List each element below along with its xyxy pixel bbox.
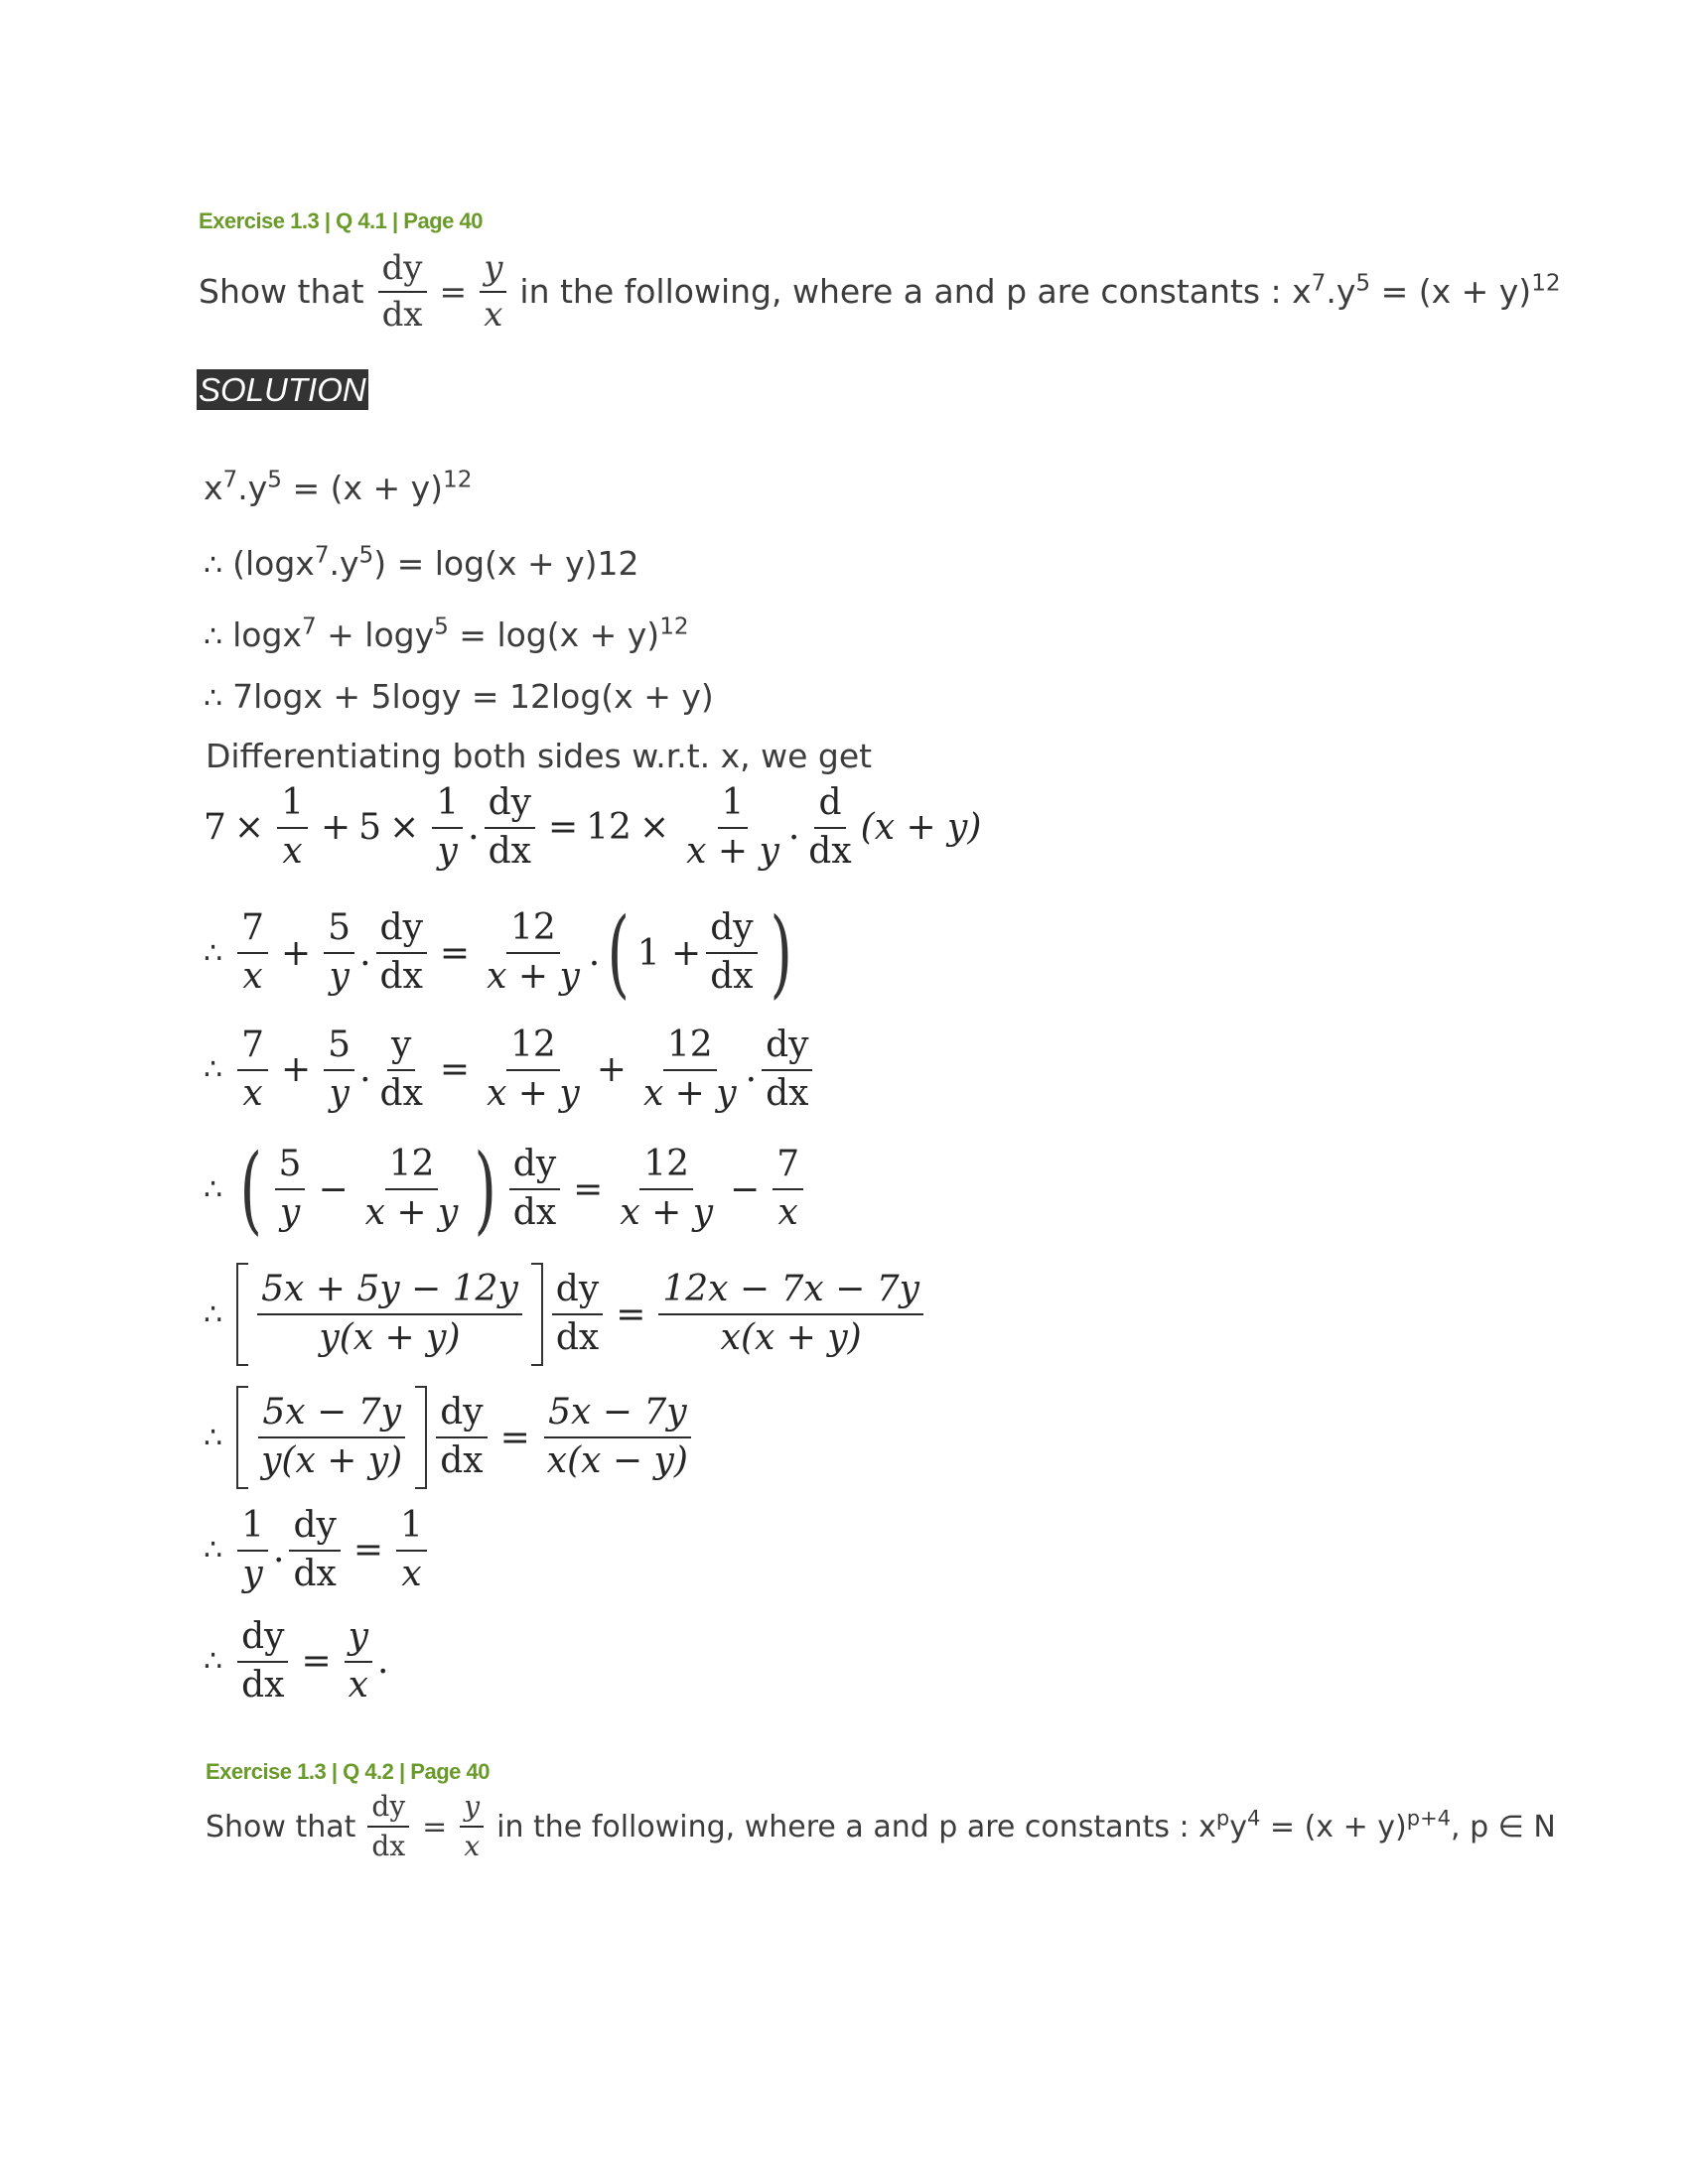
fraction — [639, 1026, 741, 1114]
step-text: ) = log(x + y)12 — [373, 544, 639, 583]
equation-1 — [204, 784, 981, 872]
therefore-symbol: ∴ — [204, 1297, 223, 1332]
fraction — [275, 1146, 306, 1233]
equals-sign: = — [422, 1809, 448, 1844]
step-1 — [204, 469, 472, 507]
exponent: 12 — [1531, 270, 1561, 297]
step-4 — [204, 677, 714, 716]
frac-numerator: dy — [509, 1146, 560, 1190]
exponent: p — [1215, 1806, 1230, 1831]
step-3 — [204, 615, 689, 654]
statement-mid — [496, 1806, 1556, 1844]
step-text: .y — [237, 469, 268, 507]
fraction — [237, 1026, 268, 1114]
math-op: + — [320, 807, 352, 849]
fraction — [706, 909, 757, 997]
math-op: . — [377, 1641, 389, 1683]
show-that-text: Show that — [206, 1809, 356, 1844]
y-over-x-fraction — [460, 1792, 484, 1861]
left-paren: ( — [607, 897, 631, 1009]
frac-numerator: 12 — [639, 1146, 693, 1190]
frac-numerator: dy — [436, 1394, 487, 1438]
exponent: 5 — [1355, 270, 1371, 297]
left-paren: ( — [239, 1134, 263, 1245]
frac-denominator: x — [464, 1830, 481, 1863]
frac-denominator: x — [348, 1664, 368, 1706]
fraction — [324, 1026, 354, 1114]
exponent: 7 — [1311, 270, 1327, 297]
frac-denominator: dx — [293, 1553, 337, 1594]
frac-numerator: dy — [289, 1507, 340, 1552]
equation-8 — [204, 1618, 388, 1706]
fraction — [543, 1394, 692, 1481]
fraction — [658, 1271, 923, 1358]
frac-denominator: dx — [381, 294, 423, 335]
fraction — [552, 1271, 603, 1358]
frac-denominator: x — [282, 830, 303, 872]
equation-5 — [204, 1263, 928, 1366]
fraction — [257, 1271, 522, 1358]
math-op: + — [281, 932, 312, 974]
frac-numerator: dy — [762, 1026, 812, 1071]
fraction — [396, 1507, 427, 1594]
step-2 — [204, 544, 639, 583]
frac-numerator: 12 — [506, 909, 560, 954]
left-bracket — [236, 1386, 248, 1489]
y-over-x-fraction — [480, 250, 506, 333]
frac-numerator: dy — [237, 1618, 288, 1663]
frac-denominator: x — [484, 294, 503, 335]
math-op: = — [439, 1049, 471, 1091]
equation-7 — [204, 1507, 432, 1594]
therefore-symbol: ∴ — [204, 1171, 223, 1207]
fraction — [237, 909, 268, 997]
therefore-symbol: ∴ — [204, 1644, 223, 1680]
statement-text: y — [1229, 1809, 1248, 1844]
math-op: . — [359, 932, 371, 974]
math-op: × — [389, 807, 420, 849]
exercise-label-q41: Exercise 1.3 | Q 4.1 | Page 40 — [199, 208, 483, 233]
fraction — [376, 909, 427, 997]
statement-text: in the following, where a and p are constants : x — [496, 1809, 1216, 1844]
equation-2 — [204, 897, 799, 1009]
math-op: . — [787, 807, 800, 849]
math-op: + — [281, 1049, 312, 1091]
fraction — [483, 909, 584, 997]
frac-denominator: dx — [766, 1072, 809, 1114]
frac-denominator: dx — [371, 1830, 406, 1863]
frac-numerator: 12 — [385, 1146, 439, 1190]
exponent: 5 — [267, 467, 282, 493]
frac-numerator: dy — [376, 909, 427, 954]
frac-numerator: 12 — [506, 1026, 560, 1071]
therefore-symbol: ∴ — [204, 619, 223, 654]
frac-numerator: 1 — [396, 1507, 427, 1552]
math-op: = — [499, 1417, 530, 1458]
step-text: + logy — [316, 615, 435, 654]
math-op: = — [547, 807, 579, 849]
frac-numerator: 5x − 7y — [258, 1394, 405, 1438]
right-bracket — [415, 1386, 427, 1489]
math-op: = — [301, 1641, 332, 1683]
exponent: 12 — [659, 614, 689, 640]
frac-denominator: x — [401, 1553, 422, 1594]
fraction — [436, 1394, 487, 1481]
frac-denominator: dx — [808, 830, 852, 872]
frac-denominator: dx — [379, 1072, 423, 1114]
step-text: = (x + y) — [281, 469, 444, 507]
frac-numerator: 7 — [237, 1026, 268, 1071]
frac-numerator: dy — [378, 250, 427, 293]
math-op: = — [573, 1168, 604, 1210]
math-op: . — [588, 932, 601, 974]
step-text: x — [204, 469, 223, 507]
exponent: 5 — [434, 614, 449, 640]
frac-numerator: 5 — [324, 909, 354, 954]
step-text: = log(x + y) — [448, 615, 660, 654]
fraction — [277, 784, 308, 872]
fraction — [616, 1146, 717, 1233]
frac-denominator: dx — [488, 830, 531, 872]
frac-denominator: dx — [241, 1664, 285, 1706]
frac-denominator: x + y — [620, 1192, 714, 1233]
step-text: (logx — [232, 544, 315, 583]
frac-denominator: y — [437, 830, 458, 872]
step-text: .y — [329, 544, 359, 583]
math-op: . — [468, 807, 480, 849]
statement-text: = (x + y) — [1260, 1809, 1407, 1844]
frac-numerator: d — [814, 784, 845, 829]
fraction — [485, 784, 535, 872]
exponent: p+4 — [1406, 1806, 1452, 1831]
frac-denominator: y — [279, 1192, 301, 1233]
therefore-symbol: ∴ — [204, 548, 223, 583]
frac-numerator: dy — [552, 1271, 603, 1315]
step-text: logx — [232, 615, 302, 654]
frac-numerator: 1 — [432, 784, 463, 829]
frac-numerator: 5 — [324, 1026, 354, 1071]
frac-denominator: dx — [555, 1317, 600, 1358]
math-op: . — [273, 1530, 285, 1571]
fraction — [483, 1026, 584, 1114]
fraction — [237, 1507, 268, 1594]
frac-numerator: 1 — [277, 784, 308, 829]
question-statement-q41 — [199, 250, 1561, 333]
fraction — [682, 784, 783, 872]
fraction — [509, 1146, 560, 1233]
exercise-label-q42: Exercise 1.3 | Q 4.2 | Page 40 — [206, 1759, 490, 1784]
frac-denominator: y(x + y) — [319, 1317, 461, 1358]
fraction — [432, 784, 463, 872]
exponent: 4 — [1247, 1806, 1261, 1831]
statement-mid — [519, 272, 1560, 311]
math-op: = — [616, 1294, 646, 1335]
frac-denominator: x(x − y) — [546, 1440, 688, 1481]
frac-numerator: dy — [367, 1792, 409, 1828]
math-op: × — [638, 807, 670, 849]
step-5: Differentiating both sides w.r.t. x, we get — [206, 737, 873, 775]
math-op: = — [439, 932, 471, 974]
math-op: − — [318, 1168, 349, 1210]
equals-sign: = — [439, 272, 468, 312]
math-term: 7 — [204, 807, 226, 849]
frac-denominator: x + y — [686, 830, 779, 872]
frac-denominator: y — [242, 1553, 263, 1594]
dy-dx-fraction — [367, 1792, 409, 1861]
frac-numerator: 12 — [663, 1026, 717, 1071]
exponent: 12 — [443, 467, 473, 493]
fraction — [289, 1507, 340, 1594]
math-op: . — [359, 1049, 371, 1091]
frac-numerator: y — [387, 1026, 415, 1071]
math-term: 1 + — [636, 932, 702, 974]
therefore-symbol: ∴ — [204, 1533, 223, 1569]
frac-denominator: dx — [379, 956, 423, 997]
frac-numerator: 1 — [237, 1507, 268, 1552]
exponent: 7 — [301, 614, 317, 640]
frac-denominator: y — [329, 1072, 350, 1114]
therefore-symbol: ∴ — [204, 935, 223, 971]
math-op: × — [233, 807, 265, 849]
fraction — [237, 1618, 288, 1706]
fraction — [376, 1026, 427, 1114]
frac-numerator: 5x − 7y — [544, 1394, 691, 1438]
statement-text: in the following, where a and p are constants : x — [519, 272, 1312, 312]
frac-denominator: y(x + y) — [261, 1440, 403, 1481]
therefore-symbol: ∴ — [204, 1052, 223, 1088]
fraction — [762, 1026, 812, 1114]
frac-denominator: x(x + y) — [720, 1317, 862, 1358]
right-paren: ) — [770, 897, 792, 1009]
frac-numerator: 12x − 7x − 7y — [658, 1271, 923, 1315]
equation-3 — [204, 1026, 817, 1114]
frac-denominator: x + y — [487, 1072, 580, 1114]
frac-numerator: dy — [485, 784, 535, 829]
step-text: 7logx + 5logy = 12log(x + y) — [232, 677, 714, 716]
math-op: = — [352, 1530, 384, 1571]
math-term: 5 — [358, 807, 382, 849]
frac-numerator: dy — [706, 909, 757, 954]
frac-numerator: 1 — [718, 784, 749, 829]
exponent: 5 — [358, 542, 374, 569]
fraction — [257, 1394, 406, 1481]
fraction — [773, 1146, 803, 1233]
therefore-symbol: ∴ — [204, 1420, 223, 1455]
frac-numerator: y — [345, 1618, 372, 1663]
statement-text: .y — [1326, 272, 1356, 312]
equation-4 — [204, 1134, 808, 1245]
fraction — [345, 1618, 372, 1706]
right-bracket — [531, 1263, 543, 1366]
frac-denominator: x + y — [642, 1072, 737, 1114]
frac-denominator: x — [242, 956, 263, 997]
fraction — [804, 784, 855, 872]
math-op: + — [596, 1049, 627, 1091]
frac-denominator: x — [242, 1072, 263, 1114]
frac-denominator: x + y — [487, 956, 580, 997]
frac-denominator: dx — [710, 956, 754, 997]
math-term: (x + y) — [860, 807, 982, 849]
frac-numerator: 7 — [237, 909, 268, 954]
frac-denominator: dx — [512, 1192, 557, 1233]
math-term: 12 — [586, 807, 632, 849]
frac-numerator: 7 — [773, 1146, 803, 1190]
right-paren: ) — [474, 1134, 497, 1245]
frac-denominator: x + y — [364, 1192, 459, 1233]
exponent: 7 — [222, 467, 238, 493]
solution-badge: SOLUTION — [199, 371, 366, 408]
question-statement-q42 — [206, 1792, 1556, 1861]
fraction — [324, 909, 354, 997]
left-bracket — [236, 1263, 248, 1366]
frac-denominator: dx — [440, 1440, 484, 1481]
math-op: . — [745, 1049, 758, 1091]
math-op: − — [730, 1168, 761, 1210]
frac-numerator: 5 — [275, 1146, 306, 1190]
frac-numerator: 5x + 5y − 12y — [257, 1271, 522, 1315]
frac-numerator: y — [480, 250, 506, 293]
frac-denominator: x — [777, 1192, 798, 1233]
exponent: 7 — [314, 542, 330, 569]
fraction — [361, 1146, 463, 1233]
statement-text: = (x + y) — [1370, 272, 1532, 312]
dy-dx-fraction — [378, 250, 427, 333]
therefore-symbol: ∴ — [204, 681, 223, 716]
show-that-text: Show that — [199, 272, 364, 312]
statement-text: , p ∈ N — [1451, 1809, 1556, 1844]
equation-6 — [204, 1386, 697, 1489]
frac-numerator: y — [460, 1792, 484, 1828]
frac-denominator: y — [329, 956, 350, 997]
